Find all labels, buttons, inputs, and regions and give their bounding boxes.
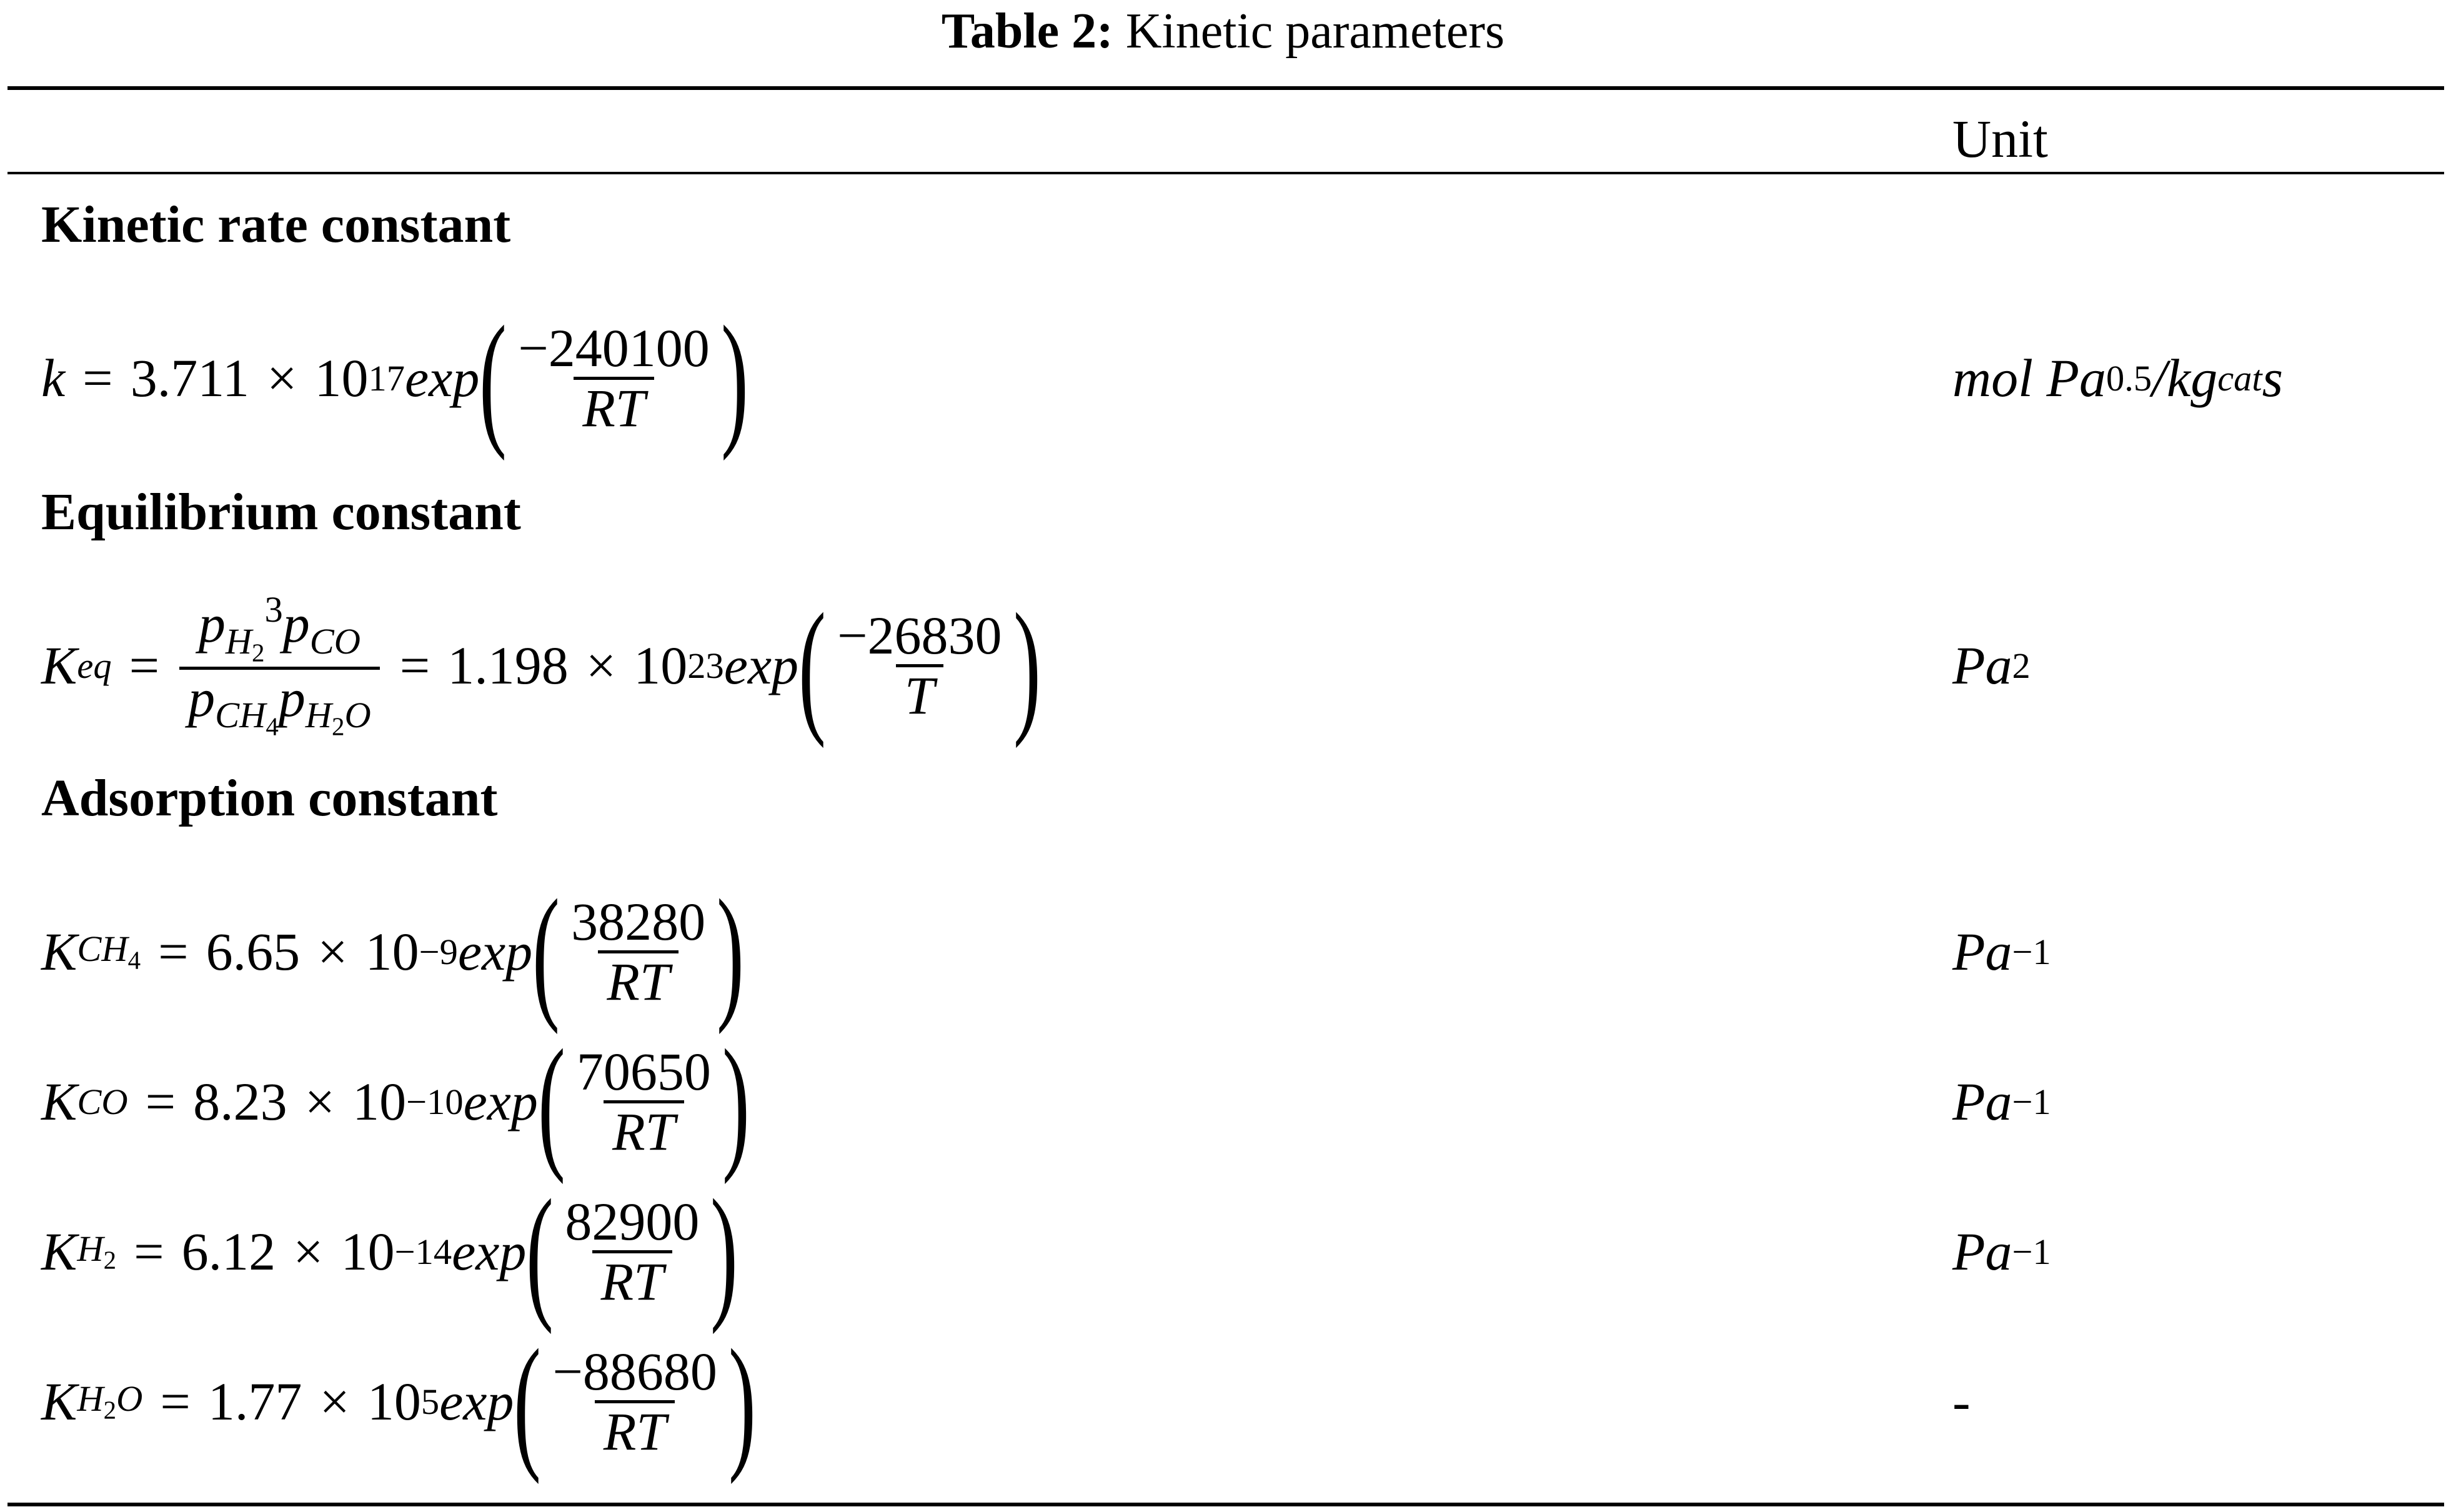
row-kco-equation: K CO = 8.23 × 10 −10 exp ( $\frac{70650}{RT}$ ) xyxy=(41,1018,750,1185)
section-equilibrium: Equilibrium constant xyxy=(41,483,521,541)
row-kh2-unit: Pa −1 xyxy=(1952,1221,2051,1281)
row-kch4-equation: K $CH_4$ = 6.65 × 10 −9 exp ( $\frac{38280}{RT}$ ) xyxy=(41,868,745,1035)
section-adsorption: Adsorption constant xyxy=(41,769,498,827)
section-kinetic: Kinetic rate constant xyxy=(41,196,511,254)
row-k-unit: mol Pa 0.5 /kg cat s xyxy=(1952,348,2284,408)
row-kch4-unit: Pa −1 xyxy=(1952,922,2051,982)
row-kh2-equation: K $H_2$ = 6.12 × 10 −14 exp ( $\frac{82900}{RT}$ ) xyxy=(41,1168,738,1335)
header-rule xyxy=(7,172,2444,174)
row-keq-unit: Pa 2 xyxy=(1952,635,2031,695)
row-kh2o-equation: K $H_2O$ = 1.77 × 10 5 exp ( $\frac{-88680}{RT}$ ) xyxy=(41,1318,756,1485)
table-caption xyxy=(0,0,2446,62)
row-keq-equation: K eq = $\frac{p_{H_2}^3p_{CO}}{p_{CH_4}p_{H_2O}}$ = 1.198 × 10 23 exp ( $\frac{-26830}{T}$ ) xyxy=(41,582,1041,749)
numerator: −240100 xyxy=(518,318,710,379)
exponent: 17 xyxy=(368,357,405,399)
unit-column-header: Unit xyxy=(1952,109,2048,169)
denominator: RT xyxy=(574,377,654,436)
bottom-rule xyxy=(7,1503,2444,1506)
lhs: k xyxy=(41,348,66,408)
row-kco-unit: Pa −1 xyxy=(1952,1072,2051,1132)
caption-title: Kinetic parameters xyxy=(1125,4,1505,59)
coefficient: 3.711 xyxy=(130,348,249,408)
row-kh2o-unit: - xyxy=(1952,1371,1971,1431)
row-k-equation: k = 3.711 × 10 17 exp ( $\frac{-240100}{RT}$ ) xyxy=(41,295,748,461)
top-rule xyxy=(7,86,2444,90)
caption-label: Table 2: xyxy=(941,4,1113,59)
